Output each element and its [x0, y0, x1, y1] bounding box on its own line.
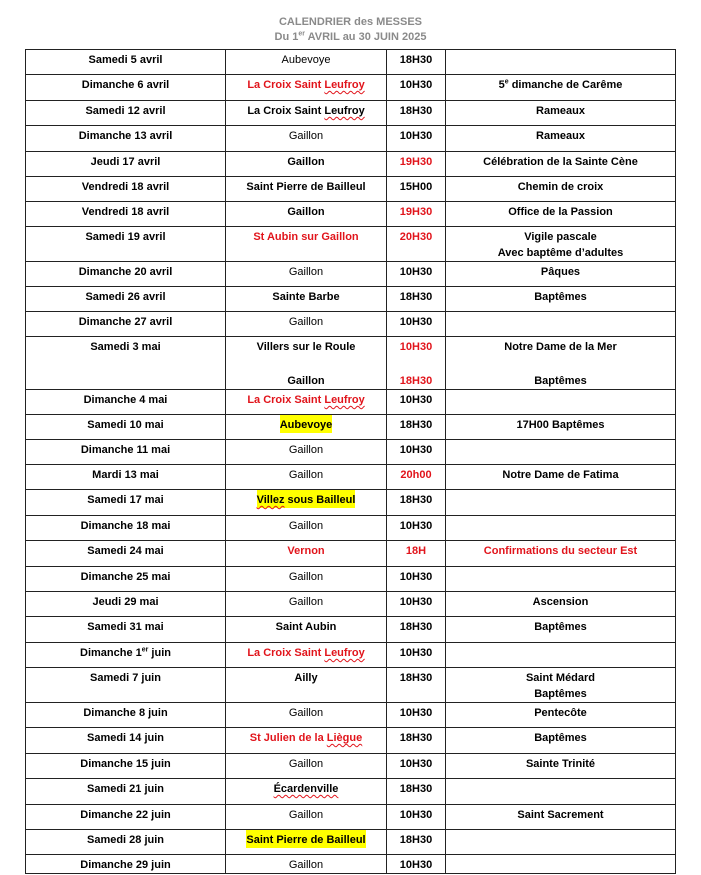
info-cell	[446, 643, 676, 668]
time-cell: 19H30	[387, 152, 446, 177]
table-row	[26, 567, 676, 592]
place-cell: Saint Pierre de Bailleul	[226, 177, 387, 202]
info-cell	[446, 50, 676, 75]
table-row	[26, 50, 676, 75]
info-cell	[446, 440, 676, 465]
date-cell: Mardi 13 mai	[26, 465, 226, 490]
document-header	[0, 15, 701, 45]
place-cell: Sainte Barbe	[226, 287, 387, 312]
info-cell: Baptêmes	[446, 287, 676, 312]
document-subtitle: Du 1er AVRIL au 30 JUIN 2025	[274, 30, 427, 43]
time-cell: 18H30	[387, 101, 446, 126]
place-cell: Saint Pierre de Bailleul	[226, 830, 387, 855]
place-cell: Gaillon	[226, 152, 387, 177]
place-cell: La Croix Saint Leufroy	[226, 643, 387, 668]
date-cell: Samedi 19 avril	[26, 227, 226, 262]
date-cell: Samedi 14 juin	[26, 728, 226, 754]
table-row	[26, 312, 676, 337]
info-cell: Rameaux	[446, 101, 676, 126]
info-cell	[446, 390, 676, 415]
place-cell: Gaillon	[226, 703, 387, 728]
place-cell: Gaillon	[226, 592, 387, 617]
time-cell: 10H30	[387, 855, 446, 874]
table-row	[26, 805, 676, 830]
place-cell: Vernon	[226, 541, 387, 567]
date-cell: Dimanche 13 avril	[26, 126, 226, 152]
date-cell: Dimanche 4 mai	[26, 390, 226, 415]
date-cell: Samedi 24 mai	[26, 541, 226, 567]
info-cell: 17H00 Baptêmes	[446, 415, 676, 440]
date-cell: Samedi 31 mai	[26, 617, 226, 643]
place-cell: Aubevoye	[226, 50, 387, 75]
table-row	[26, 779, 676, 805]
info-cell: Baptêmes	[446, 617, 676, 643]
table-row	[26, 643, 676, 668]
table-row	[26, 177, 676, 202]
place-cell: La Croix Saint Leufroy	[226, 75, 387, 101]
date-cell: Dimanche 6 avril	[26, 75, 226, 101]
table-row	[26, 390, 676, 415]
place-cell: Gaillon	[226, 312, 387, 337]
info-cell: Confirmations du secteur Est	[446, 541, 676, 567]
place-cell: Gaillon	[226, 754, 387, 779]
date-cell: Jeudi 17 avril	[26, 152, 226, 177]
table-row	[26, 465, 676, 490]
time-cell: 18H30	[387, 668, 446, 703]
time-cell: 10H30	[387, 805, 446, 830]
time-cell: 18H30	[387, 830, 446, 855]
info-cell: Saint Sacrement	[446, 805, 676, 830]
place-cell: Gaillon	[226, 262, 387, 287]
info-cell: Chemin de croix	[446, 177, 676, 202]
date-cell: Jeudi 29 mai	[26, 592, 226, 617]
time-cell: 15H00	[387, 177, 446, 202]
date-cell: Samedi 26 avril	[26, 287, 226, 312]
table-row	[26, 101, 676, 126]
date-cell: Dimanche 8 juin	[26, 703, 226, 728]
date-cell: Samedi 28 juin	[26, 830, 226, 855]
date-cell: Dimanche 27 avril	[26, 312, 226, 337]
place-cell: Villez sous Bailleul	[226, 490, 387, 516]
info-cell: Pentecôte	[446, 703, 676, 728]
place-cell: Saint Aubin	[226, 617, 387, 643]
time-cell: 10H30	[387, 440, 446, 465]
table-row	[26, 728, 676, 754]
place-cell: Gaillon	[226, 516, 387, 541]
place-cell: La Croix Saint Leufroy	[226, 390, 387, 415]
time-cell: 18H	[387, 541, 446, 567]
table-row	[26, 855, 676, 874]
date-cell: Dimanche 25 mai	[26, 567, 226, 592]
table-row	[26, 440, 676, 465]
info-cell: Célébration de la Sainte Cène	[446, 152, 676, 177]
time-cell: 18H30	[387, 617, 446, 643]
table-row	[26, 337, 676, 390]
place-cell: Écardenville	[226, 779, 387, 805]
table-row	[26, 227, 676, 262]
info-cell: Office de la Passion	[446, 202, 676, 227]
date-cell: Samedi 17 mai	[26, 490, 226, 516]
date-cell: Dimanche 1er juin	[26, 643, 226, 668]
info-cell	[446, 516, 676, 541]
info-cell: Baptêmes	[446, 728, 676, 754]
time-cell: 10H30	[387, 312, 446, 337]
place-cell: La Croix Saint Leufroy	[226, 101, 387, 126]
table-row	[26, 541, 676, 567]
table-row	[26, 592, 676, 617]
info-cell: Ascension	[446, 592, 676, 617]
table-row	[26, 617, 676, 643]
date-cell: Samedi 10 mai	[26, 415, 226, 440]
date-cell: Vendredi 18 avril	[26, 202, 226, 227]
info-cell: 5e dimanche de Carême	[446, 75, 676, 101]
date-cell: Samedi 7 juin	[26, 668, 226, 703]
table-row	[26, 202, 676, 227]
date-cell: Vendredi 18 avril	[26, 177, 226, 202]
date-cell: Dimanche 18 mai	[26, 516, 226, 541]
info-cell	[446, 567, 676, 592]
time-cell: 10H30 18H30	[387, 337, 446, 390]
time-cell: 18H30	[387, 287, 446, 312]
place-cell: Gaillon	[226, 465, 387, 490]
place-cell: Ailly	[226, 668, 387, 703]
time-cell: 10H30	[387, 703, 446, 728]
time-cell: 10H30	[387, 567, 446, 592]
info-cell	[446, 312, 676, 337]
info-cell: Notre Dame de la Mer Baptêmes	[446, 337, 676, 390]
time-cell: 18H30	[387, 779, 446, 805]
time-cell: 10H30	[387, 643, 446, 668]
info-cell: Notre Dame de Fatima	[446, 465, 676, 490]
date-cell: Samedi 3 mai	[26, 337, 226, 390]
info-cell: Vigile pascale Avec baptême d’adultes	[446, 227, 676, 262]
mass-calendar-table	[25, 49, 676, 874]
table-row	[26, 830, 676, 855]
time-cell: 10H30	[387, 516, 446, 541]
table-row	[26, 754, 676, 779]
document-title: CALENDRIER des MESSES	[278, 16, 423, 28]
table-row	[26, 126, 676, 152]
place-cell: St Aubin sur Gaillon	[226, 227, 387, 262]
info-cell	[446, 855, 676, 874]
time-cell: 10H30	[387, 126, 446, 152]
info-cell	[446, 779, 676, 805]
date-cell: Dimanche 11 mai	[26, 440, 226, 465]
place-cell: Gaillon	[226, 126, 387, 152]
info-cell: Sainte Trinité	[446, 754, 676, 779]
table-row	[26, 415, 676, 440]
time-cell: 18H30	[387, 728, 446, 754]
table-row	[26, 668, 676, 703]
date-cell: Dimanche 20 avril	[26, 262, 226, 287]
date-cell: Samedi 21 juin	[26, 779, 226, 805]
table-row	[26, 152, 676, 177]
place-cell: Gaillon	[226, 567, 387, 592]
date-cell: Dimanche 15 juin	[26, 754, 226, 779]
info-cell	[446, 830, 676, 855]
place-cell: Gaillon	[226, 855, 387, 874]
place-cell: Aubevoye	[226, 415, 387, 440]
date-cell: Samedi 12 avril	[26, 101, 226, 126]
table-row	[26, 703, 676, 728]
date-cell: Dimanche 22 juin	[26, 805, 226, 830]
place-cell: Gaillon	[226, 805, 387, 830]
time-cell: 18H30	[387, 415, 446, 440]
time-cell: 19H30	[387, 202, 446, 227]
time-cell: 10H30	[387, 75, 446, 101]
info-cell: Saint Médard Baptêmes	[446, 668, 676, 703]
table-row	[26, 490, 676, 516]
place-cell: Villers sur le Roule Gaillon	[226, 337, 387, 390]
time-cell: 20H30	[387, 227, 446, 262]
date-cell: Dimanche 29 juin	[26, 855, 226, 874]
time-cell: 18H30	[387, 490, 446, 516]
time-cell: 10H30	[387, 754, 446, 779]
date-cell: Samedi 5 avril	[26, 50, 226, 75]
time-cell: 10H30	[387, 262, 446, 287]
time-cell: 10H30	[387, 592, 446, 617]
info-cell: Rameaux	[446, 126, 676, 152]
info-cell: Pâques	[446, 262, 676, 287]
place-cell: Gaillon	[226, 202, 387, 227]
table-row	[26, 516, 676, 541]
time-cell: 18H30	[387, 50, 446, 75]
table-row	[26, 75, 676, 101]
place-cell: St Julien de la Liègue	[226, 728, 387, 754]
place-cell: Gaillon	[226, 440, 387, 465]
time-cell: 20h00	[387, 465, 446, 490]
table-row	[26, 287, 676, 312]
info-cell	[446, 490, 676, 516]
time-cell: 10H30	[387, 390, 446, 415]
table-row	[26, 262, 676, 287]
